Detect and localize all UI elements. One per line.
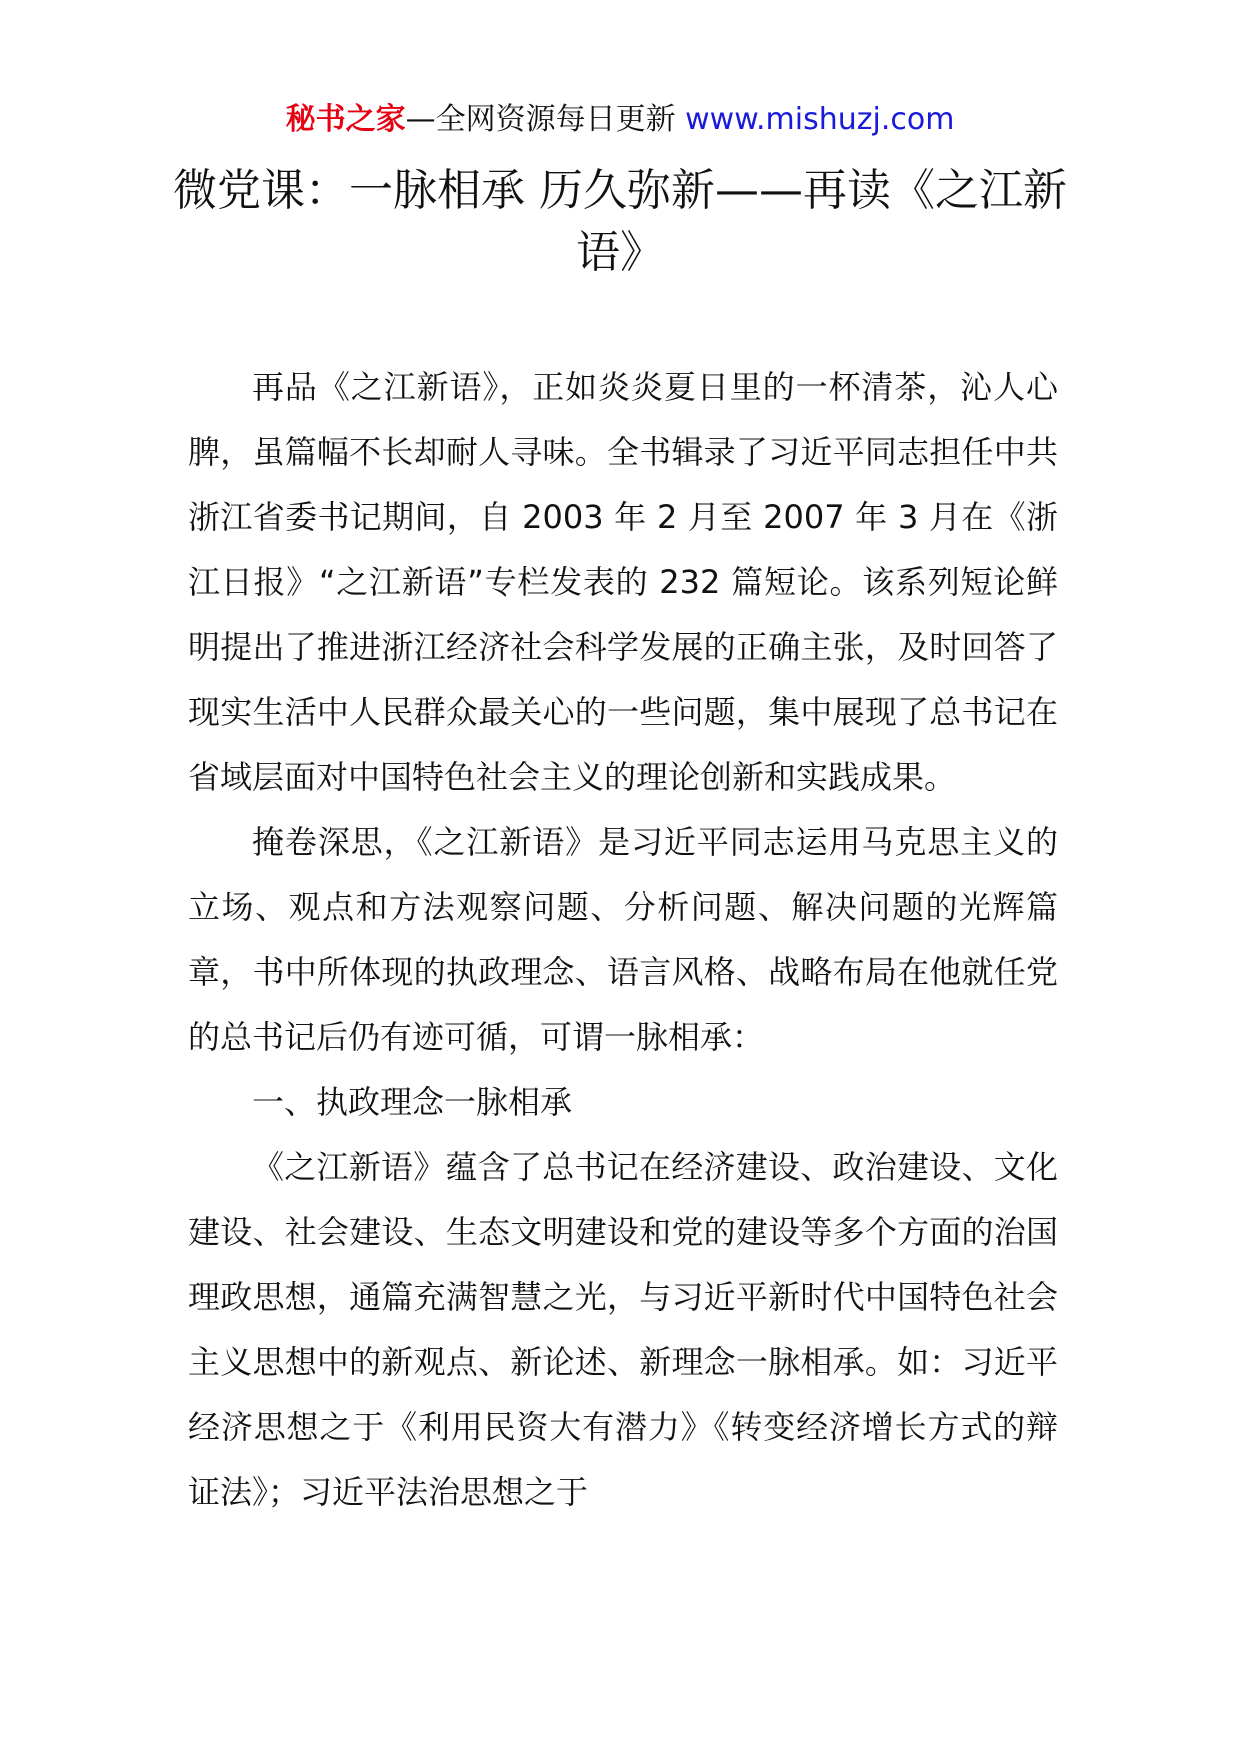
site-header bbox=[0, 100, 1240, 140]
document-title: 微党课：一脉相承 历久弥新——再读《之江新语》 bbox=[173, 165, 1067, 278]
site-brand: 秘书之家 bbox=[285, 102, 406, 137]
paragraph-intro: 再品《之江新语》，正如炎炎夏日里的一杯清茶，沁人心脾，虽篇幅不长却耐人寻味。全书辑录了习近平同志担任中共浙江省委书记期间，自 2003 年 2 月至 2007 年 3 月在《浙江日报》“之江新语”专栏发表的 232 篇短论。该系列短论鲜明提出了推进浙江经济社会科学发展的正确主张，及时回答了现实生活中人民群众最关心的一些问题，集中展现了总书记在省域层面对中国特色社会主义的理论创新和实践成果。 bbox=[188, 368, 1058, 796]
paragraph-section-one: 《之江新语》蕴含了总书记在经济建设、政治建设、文化建设、社会建设、生态文明建设和党的建设等多个方面的治国理政思想，通篇充满智慧之光，与习近平新时代中国特色社会主义思想中的新观点、新论述、新理念一脉相承。如：习近平经济思想之于《利用民资大有潜力》《转变经济增长方式的辩证法》；习近平法治思想之于 bbox=[188, 1148, 1058, 1511]
document-body bbox=[188, 355, 1058, 1525]
paragraph-reflection: 掩卷深思，《之江新语》是习近平同志运用马克思主义的立场、观点和方法观察问题、分析问题、解决问题的光辉篇章，书中所体现的执政理念、语言风格、战略布局在他就任党的总书记后仍有迹可循，可谓一脉相承： bbox=[188, 823, 1058, 1056]
site-tagline: —全网资源每日更新 bbox=[405, 102, 686, 137]
site-url[interactable]: www.mishuzj.com bbox=[685, 102, 955, 137]
section-heading: 一、执政理念一脉相承 bbox=[252, 1083, 573, 1121]
